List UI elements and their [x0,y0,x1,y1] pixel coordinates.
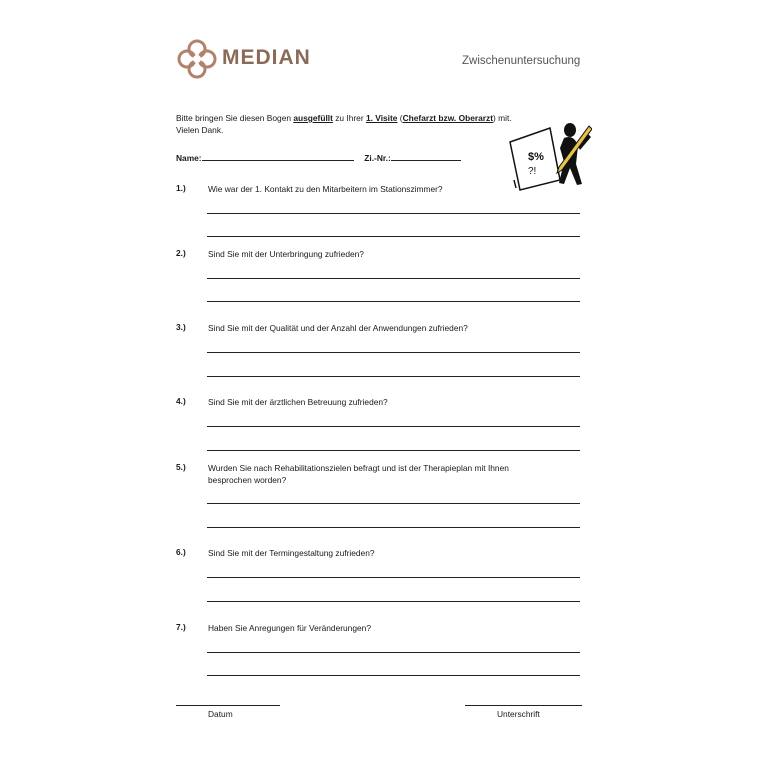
intro-part: zu Ihrer [332,113,366,123]
date-line[interactable] [176,705,280,706]
question-number: 6.) [176,547,186,557]
answer-line[interactable] [207,301,580,302]
intro-part: ( [397,113,403,123]
logo-text: MEDIAN [222,46,311,69]
answer-line[interactable] [207,503,580,504]
intro-visit: 1. Visite [365,113,398,123]
answer-line[interactable] [207,675,580,676]
question-text: Wurden Sie nach Rehabilitationszielen befragt und ist der Therapieplan mit Ihnen besprochen worden? [208,463,509,485]
room-number-field[interactable] [391,152,461,161]
question-number: 3.) [176,322,186,332]
document-title: Zwischenuntersuchung [462,55,581,67]
answer-line[interactable] [207,352,580,353]
question-text: Sind Sie mit der ärztlichen Betreuung zufrieden? [208,397,388,407]
signature-label: Unterschrift [497,709,540,719]
question-number: 5.) [176,462,186,472]
name-field[interactable] [202,152,354,161]
svg-text:?!: ?! [528,166,537,177]
question-number: 2.) [176,248,186,258]
answer-line[interactable] [207,278,580,279]
answer-line[interactable] [207,236,580,237]
svg-text:$%: $% [528,151,544,163]
answer-line[interactable] [207,577,580,578]
question-text: Haben Sie Anregungen für Veränderungen? [208,623,371,633]
answer-line[interactable] [207,213,580,214]
median-logo-icon [176,38,218,80]
answer-line[interactable] [207,450,580,451]
answer-line[interactable] [207,601,580,602]
name-label: Name: [176,153,202,163]
intro-thanks: Vielen Dank. [176,125,224,135]
intro-text [176,112,512,136]
answer-line[interactable] [207,652,580,653]
room-label: Zi.-Nr.: [364,153,391,163]
answer-line[interactable] [207,527,580,528]
question-text: Wie war der 1. Kontakt zu den Mitarbeitern im Stationszimmer? [208,184,443,194]
question-text: Sind Sie mit der Qualität und der Anzahl der Anwendungen zufrieden? [208,323,468,333]
signature-line[interactable] [465,705,582,706]
question-number: 7.) [176,622,186,632]
date-label: Datum [208,709,233,719]
intro-filled: ausgefüllt [293,113,333,123]
intro-part: Bitte bringen Sie diesen Bogen [176,113,294,123]
question-text: Sind Sie mit der Termingestaltung zufrieden? [208,548,375,558]
answer-line[interactable] [207,426,580,427]
intro-part: ) mit. [493,113,512,123]
question-number: 1.) [176,183,186,193]
question-number: 4.) [176,396,186,406]
writing-figure-icon [508,118,592,192]
intro-doctors: Chefarzt bzw. Oberarzt [402,113,494,123]
name-room-row [176,152,461,163]
answer-line[interactable] [207,376,580,377]
question-text: Sind Sie mit der Unterbringung zufrieden? [208,249,364,259]
